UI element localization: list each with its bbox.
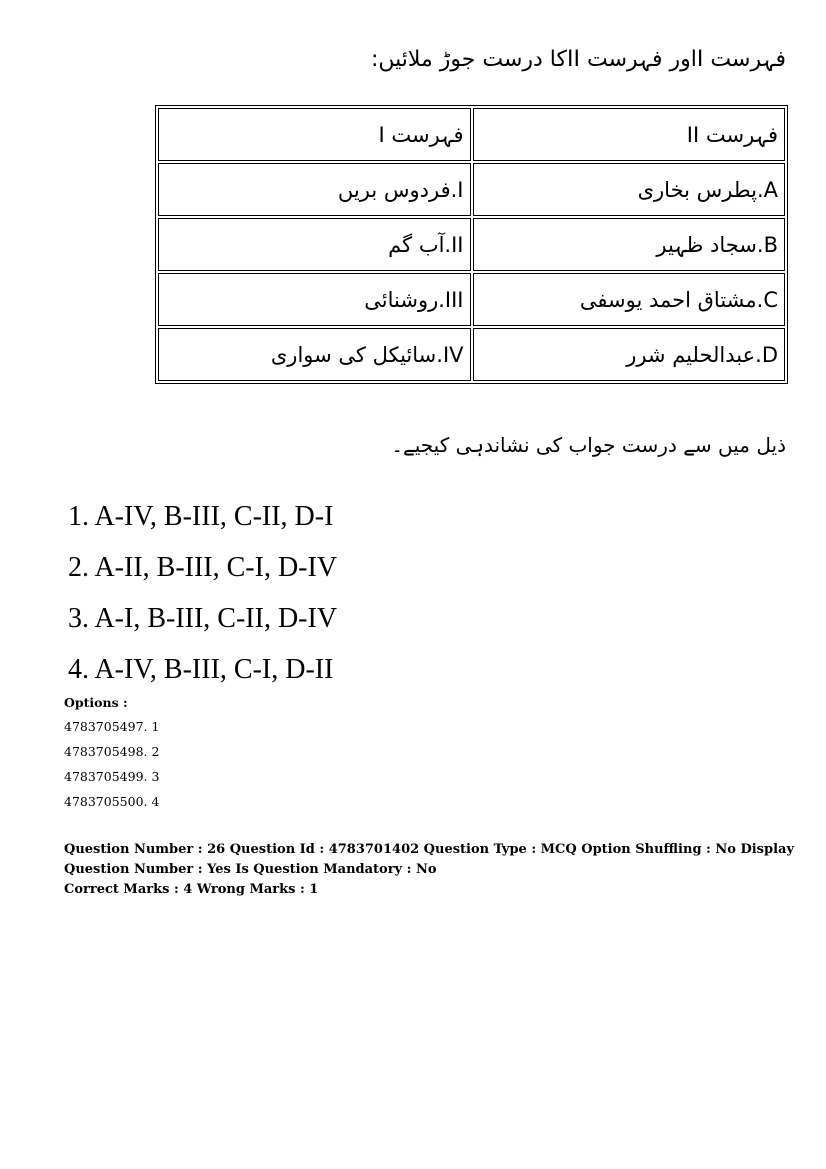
matching-table [155,105,788,384]
option-row: 4783705498. 2 [64,744,160,759]
option-row: 4783705499. 3 [64,769,160,784]
list1-item-iv: IV.سائیکل کی سواری [158,328,471,381]
list1-item-ii: II.آب گم [158,218,471,271]
list2-item-a: A.پطرس بخاری [473,163,786,216]
table-row [158,163,785,216]
options-list [64,692,159,814]
table-row [158,273,785,326]
metadata-line: Correct Marks : 4 Wrong Marks : 1 [64,882,319,897]
list2-item-d: D.عبدالحلیم شرر [473,328,786,381]
option-row: 4783705497. 1 [64,719,160,734]
answer-choice: 3. A-I, B-III, C-II, D-IV [68,603,338,634]
table-header-row [158,108,785,161]
answer-choice: 2. A-II, B-III, C-I, D-IV [68,552,338,583]
header-list-1: فہرست I [158,108,471,161]
list1-item-iii: III.روشنائی [158,273,471,326]
header-list-2: فہرست II [473,108,786,161]
metadata-line: Question Number : Yes Is Question Mandatory : No [64,862,437,877]
options-label: Options : [64,695,128,710]
answer-choice: 1. A-IV, B-III, C-II, D-I [68,501,334,532]
answer-choices [68,497,337,701]
table-row [158,328,785,381]
question-metadata [64,840,794,900]
list2-item-b: B.سجاد ظہیر [473,218,786,271]
answer-choice: 4. A-IV, B-III, C-I, D-II [68,654,334,685]
question-prompt: ذیل میں سے درست جواب کی نشاندہی کیجیے۔ [391,433,786,457]
table-row [158,218,785,271]
list1-item-i: I.فردوس بریں [158,163,471,216]
list2-item-c: C.مشتاق احمد یوسفی [473,273,786,326]
metadata-line: Question Number : 26 Question Id : 4783701402 Question Type : MCQ Option Shuffling : No Display [64,842,794,857]
option-row: 4783705500. 4 [64,794,160,809]
instruction-text: فہرست Iاور فہرست IIکا درست جوڑ ملائیں: [370,47,786,72]
